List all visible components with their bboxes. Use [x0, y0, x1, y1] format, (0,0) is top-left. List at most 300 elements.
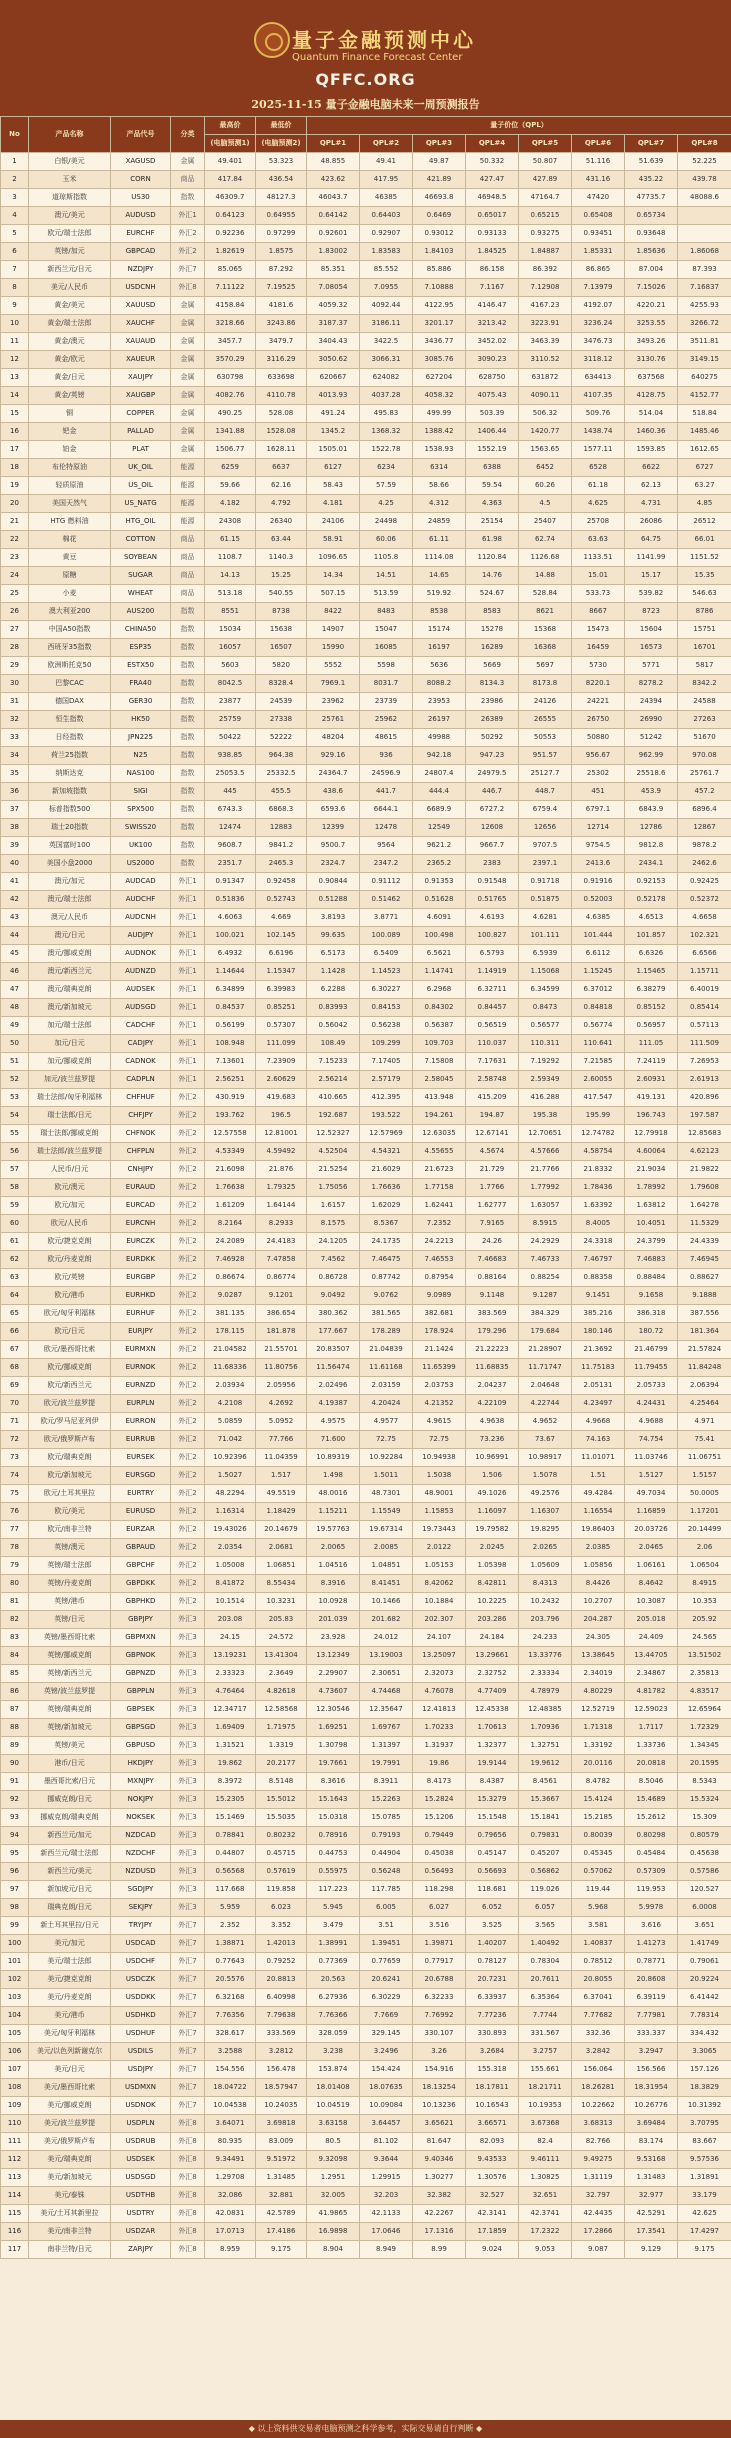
- table-cell: AUDNZD: [111, 963, 171, 981]
- table-cell: 21.6098: [205, 1161, 256, 1179]
- table-row: [1, 2223, 731, 2241]
- table-cell: 48: [1, 999, 29, 1017]
- table-cell: 0.88484: [625, 1269, 678, 1287]
- table-cell: 欧元/俄罗斯卢布: [29, 1431, 111, 1449]
- table-cell: 7.24119: [625, 1053, 678, 1071]
- table-cell: 0.57619: [256, 1863, 307, 1881]
- table-cell: 0.93451: [572, 225, 625, 243]
- table-cell: 标普指数500: [29, 801, 111, 819]
- table-cell: USDSGD: [111, 2169, 171, 2187]
- table-cell: 3050.62: [307, 351, 360, 369]
- table-cell: 加元/日元: [29, 1035, 111, 1053]
- table-cell: 19.7991: [360, 1755, 413, 1773]
- table-cell: 9.1148: [466, 1287, 519, 1305]
- table-cell: 42.3141: [466, 2205, 519, 2223]
- table-cell: 74: [1, 1467, 29, 1485]
- table-cell: 7.17405: [360, 1053, 413, 1071]
- table-cell: 453.9: [625, 783, 678, 801]
- table-cell: 外汇7: [171, 2097, 205, 2115]
- table-cell: CHFNOK: [111, 1125, 171, 1143]
- table-cell: 8723: [625, 603, 678, 621]
- table-cell: 205.92: [678, 1611, 731, 1629]
- table-cell: 83.009: [256, 2133, 307, 2151]
- table-cell: 6.6112: [572, 945, 625, 963]
- table-cell: 5.0952: [256, 1413, 307, 1431]
- table-cell: 7.9165: [466, 1215, 519, 1233]
- sub-header-cell: QPL#3: [413, 135, 466, 153]
- table-cell: 9.49275: [572, 2151, 625, 2169]
- table-cell: 4.22744: [519, 1395, 572, 1413]
- table-cell: 11.01071: [572, 1449, 625, 1467]
- table-cell: 16573: [625, 639, 678, 657]
- table-cell: 333.337: [625, 2025, 678, 2043]
- table-cell: SOYBEAN: [111, 549, 171, 567]
- table-cell: 46309.7: [205, 189, 256, 207]
- table-cell: 5669: [466, 657, 519, 675]
- table-cell: USDCZK: [111, 1971, 171, 1989]
- table-row: [1, 1143, 731, 1161]
- table-cell: 509.76: [572, 405, 625, 423]
- table-cell: 8.4173: [413, 1773, 466, 1791]
- table-row: [1, 2187, 731, 2205]
- table-cell: 1506.77: [205, 441, 256, 459]
- table-cell: 15: [1, 405, 29, 423]
- table-cell: 3.66571: [466, 2115, 519, 2133]
- table-cell: 118.298: [413, 1881, 466, 1899]
- table-cell: 195.99: [572, 1107, 625, 1125]
- table-cell: 120.527: [678, 1881, 731, 1899]
- table-cell: USDHKD: [111, 2007, 171, 2025]
- table-cell: 外汇7: [171, 1917, 205, 1935]
- table-row: [1, 1089, 731, 1107]
- table-cell: XAUGBP: [111, 387, 171, 405]
- table-cell: 24.15: [205, 1629, 256, 1647]
- table-cell: 106: [1, 2043, 29, 2061]
- table-cell: 49.1026: [466, 1485, 519, 1503]
- table-cell: 4.73607: [307, 1683, 360, 1701]
- table-row: [1, 675, 731, 693]
- table-cell: 24.305: [572, 1629, 625, 1647]
- table-cell: 7.46683: [466, 1251, 519, 1269]
- table-cell: 15.1469: [205, 1809, 256, 1827]
- table-cell: 203.08: [205, 1611, 256, 1629]
- table-cell: 50292: [466, 729, 519, 747]
- table-cell: 21.55701: [256, 1341, 307, 1359]
- table-cell: 8134.3: [466, 675, 519, 693]
- table-cell: 66.01: [678, 531, 731, 549]
- table-cell: 108.948: [205, 1035, 256, 1053]
- table-cell: 332.36: [572, 2025, 625, 2043]
- table-cell: 194.87: [466, 1107, 519, 1125]
- table-cell: 518.84: [678, 405, 731, 423]
- table-cell: EURCNH: [111, 1215, 171, 1233]
- table-cell: 1.04516: [307, 1557, 360, 1575]
- table-cell: 外汇1: [171, 1017, 205, 1035]
- table-cell: 4.792: [256, 495, 307, 513]
- table-cell: 1438.74: [572, 423, 625, 441]
- table-cell: 英镑/波兰兹罗提: [29, 1683, 111, 1701]
- table-cell: 19.9144: [466, 1755, 519, 1773]
- table-row: [1, 1989, 731, 2007]
- table-cell: 7.15026: [625, 279, 678, 297]
- table-cell: 3.2812: [256, 2043, 307, 2061]
- table-cell: GBPNOK: [111, 1647, 171, 1665]
- table-cell: 7.7744: [519, 2007, 572, 2025]
- table-cell: 54: [1, 1107, 29, 1125]
- table-cell: 0.45038: [413, 1845, 466, 1863]
- table-cell: 8.3972: [205, 1773, 256, 1791]
- table-row: [1, 1233, 731, 1251]
- table-cell: CHFPLN: [111, 1143, 171, 1161]
- table-cell: 202.307: [413, 1611, 466, 1629]
- table-cell: 7.08054: [307, 279, 360, 297]
- table-cell: 1120.84: [466, 549, 519, 567]
- table-cell: 1.15245: [572, 963, 625, 981]
- table-cell: 1406.44: [466, 423, 519, 441]
- table-row: [1, 1755, 731, 1773]
- table-cell: 513.18: [205, 585, 256, 603]
- table-cell: 1.70613: [466, 1719, 519, 1737]
- table-cell: 31: [1, 693, 29, 711]
- table-cell: 1133.51: [572, 549, 625, 567]
- table-cell: 47: [1, 981, 29, 999]
- table-cell: USDTHB: [111, 2187, 171, 2205]
- table-cell: NZDJPY: [111, 261, 171, 279]
- table-cell: 330.893: [466, 2025, 519, 2043]
- table-cell: NOKJPY: [111, 1791, 171, 1809]
- table-cell: 美元/土耳其新里拉: [29, 2205, 111, 2223]
- table-cell: 瑞士法郎/挪威克朗: [29, 1125, 111, 1143]
- table-cell: GBPSEK: [111, 1701, 171, 1719]
- table-cell: 52.225: [678, 153, 731, 171]
- table-cell: 154.424: [360, 2061, 413, 2079]
- table-row: [1, 2133, 731, 2151]
- table-cell: 15.5324: [678, 1791, 731, 1809]
- table-cell: 72: [1, 1431, 29, 1449]
- table-cell: 181.878: [256, 1323, 307, 1341]
- table-cell: 外汇1: [171, 999, 205, 1017]
- table-cell: US_OIL: [111, 477, 171, 495]
- table-cell: 41.9865: [307, 2205, 360, 2223]
- table-cell: 178.115: [205, 1323, 256, 1341]
- table-cell: 179.684: [519, 1323, 572, 1341]
- table-cell: 15.3667: [519, 1791, 572, 1809]
- table-cell: 3: [1, 189, 29, 207]
- table-cell: 1345.2: [307, 423, 360, 441]
- table-cell: 4.731: [625, 495, 678, 513]
- table-cell: CADNOK: [111, 1053, 171, 1071]
- table-cell: 英镑/澳元: [29, 1539, 111, 1557]
- table-cell: 3.8193: [307, 909, 360, 927]
- table-cell: 3266.72: [678, 315, 731, 333]
- table-cell: 20.8055: [572, 1971, 625, 1989]
- table-cell: 7.76356: [205, 2007, 256, 2025]
- table-cell: 39: [1, 837, 29, 855]
- table-cell: 3218.66: [205, 315, 256, 333]
- table-cell: 53.323: [256, 153, 307, 171]
- table-cell: 47735.7: [625, 189, 678, 207]
- table-cell: 4.9668: [572, 1413, 625, 1431]
- table-cell: 0.57062: [572, 1863, 625, 1881]
- table-cell: 12.65964: [678, 1701, 731, 1719]
- table-cell: 12786: [625, 819, 678, 837]
- table-cell: 指数: [171, 783, 205, 801]
- table-cell: AUDCNH: [111, 909, 171, 927]
- table-cell: 88: [1, 1719, 29, 1737]
- table-cell: 0.87954: [413, 1269, 466, 1287]
- table-cell: 49: [1, 1017, 29, 1035]
- table-cell: 外汇7: [171, 1953, 205, 1971]
- table-cell: 3422.5: [360, 333, 413, 351]
- table-cell: 156.478: [256, 2061, 307, 2079]
- table-cell: 外汇2: [171, 1377, 205, 1395]
- table-cell: 11.80756: [256, 1359, 307, 1377]
- table-cell: 3.651: [678, 1917, 731, 1935]
- table-cell: 4.971: [678, 1413, 731, 1431]
- table-cell: 21.6723: [413, 1161, 466, 1179]
- table-cell: 1.39451: [360, 1935, 413, 1953]
- table-cell: 玉米: [29, 171, 111, 189]
- table-cell: 1.30277: [413, 2169, 466, 2187]
- table-cell: 533.73: [572, 585, 625, 603]
- table-cell: 欧元/波兰兹罗提: [29, 1395, 111, 1413]
- table-cell: 7.76992: [413, 2007, 466, 2025]
- table-cell: 109.703: [413, 1035, 466, 1053]
- table-row: [1, 1197, 731, 1215]
- table-row: [1, 909, 731, 927]
- table-cell: 0.45484: [625, 1845, 678, 1863]
- table-cell: 64: [1, 1287, 29, 1305]
- table-row: [1, 261, 731, 279]
- table-cell: 1.15853: [413, 1503, 466, 1521]
- table-cell: 10.09084: [360, 2097, 413, 2115]
- table-cell: EURPLN: [111, 1395, 171, 1413]
- table-cell: 1388.42: [413, 423, 466, 441]
- table-cell: 3066.31: [360, 351, 413, 369]
- table-cell: 100: [1, 1935, 29, 1953]
- table-cell: 108: [1, 2079, 29, 2097]
- table-cell: 181.364: [678, 1323, 731, 1341]
- table-cell: 3.238: [307, 2043, 360, 2061]
- table-cell: 1.41749: [678, 1935, 731, 1953]
- table-cell: 4.53349: [205, 1143, 256, 1161]
- table-cell: 514.04: [625, 405, 678, 423]
- table-row: [1, 441, 731, 459]
- table-cell: 1.85636: [625, 243, 678, 261]
- table-cell: 528.08: [256, 405, 307, 423]
- table-cell: 47164.7: [519, 189, 572, 207]
- table-cell: 58.43: [307, 477, 360, 495]
- table-cell: 1.86068: [678, 243, 731, 261]
- table-cell: 50.0005: [678, 1485, 731, 1503]
- table-cell: 2.60931: [625, 1071, 678, 1089]
- table-cell: 1.62441: [413, 1197, 466, 1215]
- table-cell: 24.2089: [205, 1233, 256, 1251]
- table-cell: 欧元/丹麦克朗: [29, 1251, 111, 1269]
- table-cell: 欧洲斯托克50: [29, 657, 111, 675]
- table-cell: 51.639: [625, 153, 678, 171]
- table-cell: 18.17811: [466, 2079, 519, 2097]
- table-header-top: [1, 117, 731, 135]
- table-cell: 59.66: [205, 477, 256, 495]
- table-cell: 71.042: [205, 1431, 256, 1449]
- table-cell: 2.04237: [466, 1377, 519, 1395]
- table-cell: 46385: [360, 189, 413, 207]
- table-cell: 加元/瑞士法郎: [29, 1017, 111, 1035]
- table-cell: 2.32073: [413, 1665, 466, 1683]
- table-cell: 6.32233: [413, 1989, 466, 2007]
- table-cell: 9.0287: [205, 1287, 256, 1305]
- table-cell: 17.0646: [360, 2223, 413, 2241]
- table-cell: 0.51628: [413, 891, 466, 909]
- table-cell: 8.2164: [205, 1215, 256, 1233]
- table-cell: 386.654: [256, 1305, 307, 1323]
- table-cell: 20.03726: [625, 1521, 678, 1539]
- table-cell: 外汇3: [171, 1683, 205, 1701]
- table-cell: 0.93648: [625, 225, 678, 243]
- table-cell: 5771: [625, 657, 678, 675]
- table-cell: 7: [1, 261, 29, 279]
- table-cell: 201.682: [360, 1611, 413, 1629]
- table-cell: 外汇7: [171, 2079, 205, 2097]
- table-cell: 0.84537: [205, 999, 256, 1017]
- table-cell: 9621.2: [413, 837, 466, 855]
- table-cell: 11.65399: [413, 1359, 466, 1377]
- table-cell: 4.9615: [413, 1413, 466, 1431]
- table-cell: 1.71975: [256, 1719, 307, 1737]
- table-cell: 0.45638: [678, 1845, 731, 1863]
- table-cell: 328.617: [205, 2025, 256, 2043]
- table-cell: 0.85251: [256, 999, 307, 1017]
- table-cell: 11.06751: [678, 1449, 731, 1467]
- table-cell: CADJPY: [111, 1035, 171, 1053]
- table-cell: 105: [1, 2025, 29, 2043]
- table-cell: 2434.1: [625, 855, 678, 873]
- table-cell: 外汇2: [171, 1143, 205, 1161]
- table-cell: 86.865: [572, 261, 625, 279]
- table-cell: 495.83: [360, 405, 413, 423]
- table-cell: 42: [1, 891, 29, 909]
- table-cell: 24.1205: [307, 1233, 360, 1251]
- table-cell: 14.88: [519, 567, 572, 585]
- table-cell: 欧元/挪威克朗: [29, 1359, 111, 1377]
- table-cell: 417.95: [360, 171, 413, 189]
- table-cell: 111: [1, 2133, 29, 2151]
- table-cell: 87.292: [256, 261, 307, 279]
- table-cell: 8.4387: [466, 1773, 519, 1791]
- table-cell: 12714: [572, 819, 625, 837]
- table-cell: 6.41442: [678, 1989, 731, 2007]
- table-cell: 2.05131: [572, 1377, 625, 1395]
- table-row: [1, 1287, 731, 1305]
- table-row: [1, 279, 731, 297]
- table-cell: 4192.07: [572, 297, 625, 315]
- table-cell: 0.52003: [572, 891, 625, 909]
- table-cell: 6.32711: [466, 981, 519, 999]
- table-cell: 0.51765: [466, 891, 519, 909]
- table-cell: 107: [1, 2061, 29, 2079]
- table-cell: 0.77659: [360, 1953, 413, 1971]
- table-cell: 2.0354: [205, 1539, 256, 1557]
- table-cell: 25127.7: [519, 765, 572, 783]
- table-cell: 21.876: [256, 1161, 307, 1179]
- table-cell: 21.3692: [572, 1341, 625, 1359]
- table-cell: 澳元/人民币: [29, 909, 111, 927]
- table-cell: 1.06851: [256, 1557, 307, 1575]
- table-cell: 19.862: [205, 1755, 256, 1773]
- table-cell: 0.91353: [413, 873, 466, 891]
- table-cell: GBPMXN: [111, 1629, 171, 1647]
- table-cell: 4090.11: [519, 387, 572, 405]
- table-cell: HTG 燃料油: [29, 513, 111, 531]
- table-cell: 6727: [678, 459, 731, 477]
- table-cell: 外汇1: [171, 981, 205, 999]
- table-cell: 2.04648: [519, 1377, 572, 1395]
- table-cell: 15.5035: [256, 1809, 307, 1827]
- table-cell: EURDKK: [111, 1251, 171, 1269]
- table-cell: 3085.76: [413, 351, 466, 369]
- table-cell: 外汇3: [171, 1701, 205, 1719]
- table-cell: 32.005: [307, 2187, 360, 2205]
- table-cell: 26340: [256, 513, 307, 531]
- table-cell: 3116.29: [256, 351, 307, 369]
- table-row: [1, 1791, 731, 1809]
- table-cell: 32.527: [466, 2187, 519, 2205]
- table-cell: 67: [1, 1341, 29, 1359]
- table-cell: 9.1888: [678, 1287, 731, 1305]
- table-cell: 外汇1: [171, 891, 205, 909]
- table-cell: 指数: [171, 693, 205, 711]
- table-cell: 50880: [572, 729, 625, 747]
- table-cell: 11.71747: [519, 1359, 572, 1377]
- table-cell: 0.80298: [625, 1827, 678, 1845]
- table-cell: 20.6788: [413, 1971, 466, 1989]
- table-cell: 2.0265: [519, 1539, 572, 1557]
- table-cell: USDDKK: [111, 1989, 171, 2007]
- table-cell: 挪威克朗/瑞典克朗: [29, 1809, 111, 1827]
- table-cell: 3.2496: [360, 2043, 413, 2061]
- table-cell: 外汇2: [171, 1089, 205, 1107]
- table-cell: EURZAR: [111, 1521, 171, 1539]
- table-cell: 3.26: [413, 2043, 466, 2061]
- table-cell: 美元/匈牙利福林: [29, 2025, 111, 2043]
- table-cell: 20.563: [307, 1971, 360, 1989]
- table-cell: 12.58568: [256, 1701, 307, 1719]
- table-cell: 6.37012: [572, 981, 625, 999]
- table-cell: 60: [1, 1215, 29, 1233]
- table-cell: 2.03753: [413, 1377, 466, 1395]
- table-cell: 47420: [572, 189, 625, 207]
- table-cell: 25154: [466, 513, 519, 531]
- table-cell: 28: [1, 639, 29, 657]
- table-cell: 7.7669: [360, 2007, 413, 2025]
- table-cell: 17.2866: [572, 2223, 625, 2241]
- table-cell: 34: [1, 747, 29, 765]
- table-cell: 9.0762: [360, 1287, 413, 1305]
- table-cell: 1.04851: [360, 1557, 413, 1575]
- table-cell: 4.2108: [205, 1395, 256, 1413]
- table-cell: 外汇7: [171, 261, 205, 279]
- table-cell: 铜: [29, 405, 111, 423]
- table-cell: 6689.9: [413, 801, 466, 819]
- table-cell: 纳斯达克: [29, 765, 111, 783]
- table-cell: 178.924: [413, 1323, 466, 1341]
- table-cell: 2.05733: [625, 1377, 678, 1395]
- table-cell: 外汇3: [171, 1845, 205, 1863]
- table-cell: 7.78314: [678, 2007, 731, 2025]
- table-cell: 48088.6: [678, 189, 731, 207]
- table-cell: 外汇1: [171, 945, 205, 963]
